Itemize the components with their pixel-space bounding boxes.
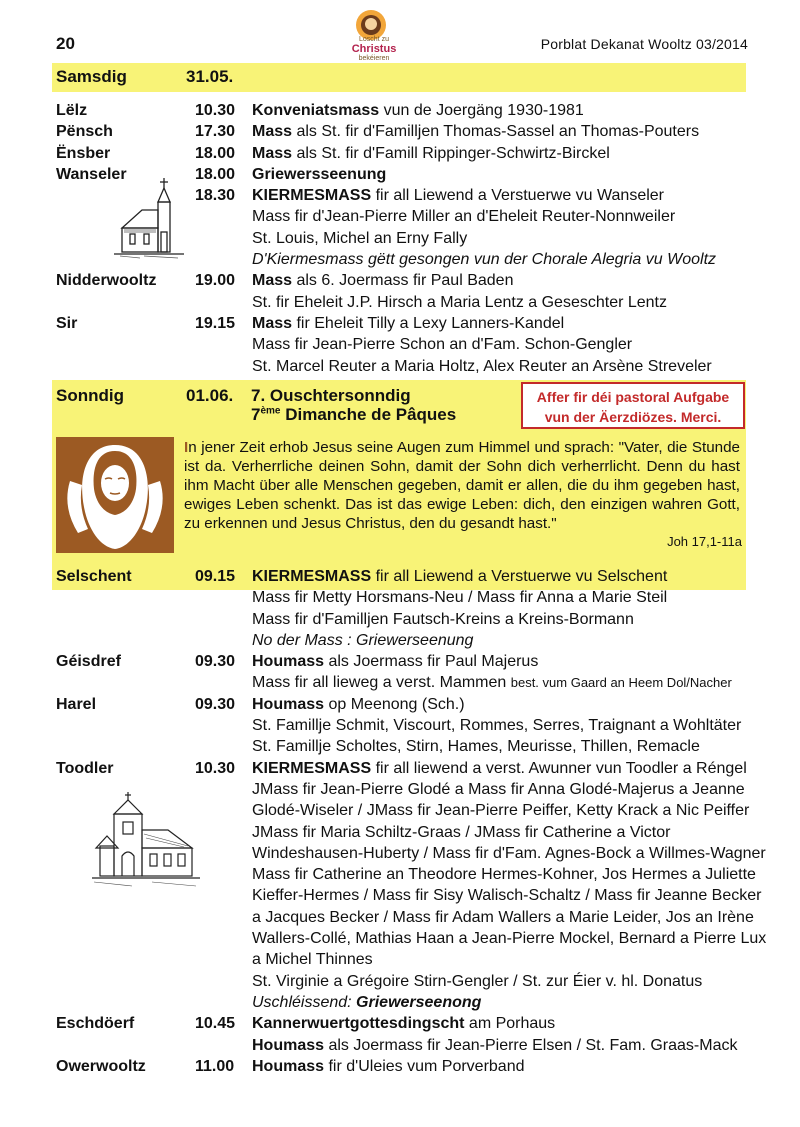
service-remark: D'Kiermesmass gëtt gesongen vun der Chorale Alegria vu Wooltz	[252, 251, 717, 269]
church-drawing-icon	[114, 176, 184, 260]
service-description	[252, 100, 584, 121]
service-type: Houmass	[252, 653, 325, 671]
saturday-schedule-row	[56, 270, 746, 291]
service-description	[252, 843, 766, 864]
service-details: fir d'Uleies vum Porverband	[324, 1057, 525, 1075]
location-name: Wanseler	[56, 165, 127, 183]
saturday-schedule-row	[56, 313, 746, 334]
service-description	[252, 143, 610, 164]
sunday-schedule-row	[56, 651, 746, 672]
service-type: KIERMESMASS	[252, 187, 372, 205]
service-time: 18.00	[195, 165, 236, 183]
service-details: Mass fir Metty Horsmans-Neu / Mass fir Anna a Marie Steil	[252, 589, 668, 607]
service-description	[252, 672, 732, 693]
location-name: Géisdref	[56, 653, 121, 671]
sunday-schedule-row	[56, 1013, 746, 1034]
donation-notice: Affer fir déi pastoral Aufgabe vun der Äerzdiözes. Merci.	[521, 382, 745, 429]
service-details: St. Virginie a Grégoire Stirn-Gengler / St. zur Éier v. hl. Donatus	[252, 972, 703, 990]
service-details: fir Eheleit Tilly a Lexy Lanners-Kandel	[292, 314, 565, 332]
service-details: als St. fir d'Familljen Thomas-Sassel an Thomas-Pouters	[292, 123, 700, 141]
service-note: best. vum Gaard an Heem Dol/Nacher	[510, 675, 732, 691]
location-name: Harel	[56, 695, 97, 713]
service-description	[252, 736, 700, 757]
service-time: 18.30	[195, 187, 236, 205]
gospel-reference: Joh 17,1-11a	[667, 534, 742, 549]
service-description	[252, 121, 699, 142]
logo-line1: Loscht zu	[359, 36, 389, 43]
service-description	[252, 1056, 525, 1077]
location-name: Toodler	[56, 759, 114, 777]
sunday-schedule-row	[56, 907, 754, 928]
sunday-date: 01.06.	[186, 386, 234, 405]
service-type: Houmass	[252, 1057, 325, 1075]
service-description	[252, 822, 670, 843]
service-description	[252, 566, 667, 587]
sunday-title-2-rest: Dimanche de Pâques	[280, 405, 457, 424]
gospel-drop-letter: I	[184, 439, 189, 456]
service-details: St. Marcel Reuter a Maria Holtz, Alex Reuter an Arsène Streveler	[252, 357, 712, 375]
service-details: St. Familljе Schmit, Viscourt, Rommes, Serres, Traignant a Wohltäter	[252, 717, 742, 735]
service-remark: No der Mass : Griewerseenung	[252, 631, 474, 649]
service-details: Mass fir d'Familljen Fautsch-Kreins a Kreins-Bormann	[252, 610, 634, 628]
service-details: Wallers-Collé, Mathias Haan a Jean-Pierre Mockel, Bernard a Pierre Lux	[252, 930, 767, 948]
logo-line3: bekéieren	[358, 55, 390, 62]
service-details: Mass fir all lieweg a verst. Mammen	[252, 674, 511, 692]
service-details: Mass fir Catherine an Theodore Hermes-Kohner, Jos Hermes a Juliette	[252, 866, 756, 884]
saturday-schedule-row	[56, 143, 746, 164]
sunday-schedule-row	[56, 609, 746, 630]
service-description	[252, 800, 749, 821]
location-name: Ënsber	[56, 144, 111, 162]
sunday-title-2-num: 7	[251, 405, 261, 424]
service-description	[252, 249, 716, 270]
service-description	[252, 864, 756, 885]
page-number: 20	[56, 34, 75, 53]
service-description	[252, 630, 473, 651]
service-details: St. Louis, Michel an Erny Fally	[252, 229, 468, 247]
service-time: 09.30	[195, 695, 236, 713]
logo-text	[344, 36, 404, 63]
service-details: als 6. Joermass fir Paul Baden	[292, 272, 514, 290]
service-details: fir all Liewend a Verstuerwe vu Wanseler	[371, 187, 664, 205]
service-description	[252, 164, 386, 185]
service-description	[252, 228, 467, 249]
sunday-schedule-row	[56, 949, 746, 970]
service-description	[252, 587, 667, 608]
service-type: Mass	[252, 314, 293, 332]
service-remark-emphasis: Griewerseenong	[356, 993, 482, 1011]
sunday-schedule-row	[56, 928, 767, 949]
service-description	[252, 206, 675, 227]
service-description	[252, 949, 373, 970]
location-name: Eschdöerf	[56, 1015, 135, 1033]
sunday-title-2-sup: ème	[260, 405, 281, 417]
service-description	[252, 292, 667, 313]
service-description	[252, 1035, 737, 1056]
service-details: vun de Joergäng 1930-1981	[379, 102, 584, 119]
saturday-schedule-row	[56, 356, 746, 377]
service-type: Mass	[252, 144, 293, 162]
service-details: fir all Liewend a Verstuerwe vu Selschent	[371, 568, 668, 585]
service-description	[252, 313, 564, 334]
jesus-praying-illustration-icon	[56, 437, 174, 553]
service-time: 19.00	[195, 272, 236, 290]
service-details: als Joermass fir Paul Majerus	[324, 653, 539, 671]
service-time: 10.30	[195, 759, 236, 777]
location-name: Lëlz	[56, 102, 88, 119]
service-details: Glodé-Wiseler / JMass fir Jean-Pierre Peiffer, Ketty Krack a Nic Peiffer	[252, 802, 750, 820]
service-details: fir all liewend a verst. Awunner vun Toodler a Réngel	[371, 759, 747, 777]
saturday-day: Samsdig	[56, 67, 127, 86]
service-details: St. Familljе Scholtes, Stirn, Hames, Meurisse, Thillen, Remacle	[252, 738, 700, 756]
service-details: Windeshausen-Huberty / Mass fir d'Fam. Agnes-Bock a Willmes-Wagner	[252, 844, 766, 862]
service-time: 17.30	[195, 123, 236, 141]
sunday-schedule-row	[56, 992, 746, 1013]
sunday-schedule-row	[56, 1035, 746, 1056]
saturday-schedule-row	[56, 121, 746, 142]
gospel-body: n jener Zeit erhob Jesus seine Augen zum Himmel und sprach: "Vater, die Stunde ist da. Verherrliche deinen Sohn, damit der Sohn dich verherrlicht. Denn du hast ihm Macht über alle Menschen gegeben, damit er allen, die du ihm gegeben hast, ewiges Leben schenkt. Das ist das ewige Leben: dich, den einzigen wahren Gott, zu erkennen und Jesus Christus, den du gesandt hast."	[184, 439, 740, 532]
sunday-schedule-row	[56, 715, 746, 736]
sunday-title-2	[251, 405, 456, 425]
sunday-schedule-row	[56, 587, 746, 608]
service-time: 10.45	[195, 1015, 236, 1033]
sunday-schedule-row	[56, 694, 746, 715]
toodler-church-drawing-icon	[92, 790, 200, 890]
service-time: 09.15	[195, 568, 236, 585]
sunday-schedule-row	[56, 971, 746, 992]
sunday-schedule-row	[56, 630, 746, 651]
location-name: Sir	[56, 314, 78, 332]
service-description	[252, 356, 712, 377]
service-type: Griewersseenung	[252, 165, 387, 183]
saturday-header-band	[52, 63, 746, 92]
sunday-schedule-row	[56, 672, 746, 693]
sunday-day: Sonndig	[56, 386, 124, 405]
sunday-schedule-row	[56, 736, 746, 757]
service-description	[252, 185, 664, 206]
service-type: Houmass	[252, 1036, 325, 1054]
saturday-schedule-row	[56, 100, 746, 121]
service-details: Mass fir Jean-Pierre Schon an d'Fam. Schon-Gengler	[252, 336, 633, 354]
service-type: Mass	[252, 272, 293, 290]
service-description	[252, 779, 745, 800]
service-description	[252, 1013, 555, 1034]
saturday-schedule-row	[56, 334, 746, 355]
location-name: Owerwooltz	[56, 1057, 146, 1075]
service-description	[252, 992, 481, 1013]
service-description	[252, 907, 754, 928]
sunday-schedule-row	[56, 1056, 746, 1077]
service-type: KIERMESMASS	[252, 568, 372, 585]
service-details: Mass fir d'Jean-Pierre Miller an d'Eheleit Reuter-Nonnweiler	[252, 208, 676, 226]
saturday-schedule-row	[56, 292, 746, 313]
service-description	[252, 971, 702, 992]
service-type: Kannerwuertgottesdingscht	[252, 1015, 465, 1033]
gospel-text	[184, 438, 740, 533]
service-time: 19.15	[195, 314, 236, 332]
service-type: Konveniatsmass	[252, 102, 380, 119]
service-time: 11.00	[195, 1057, 235, 1075]
service-description	[252, 270, 513, 291]
service-time: 18.00	[195, 144, 236, 162]
service-details: am Porhaus	[464, 1015, 556, 1033]
service-details: op Meenong (Sch.)	[324, 695, 465, 713]
service-details: a Jacques Becker / Mass fir Adam Wallers a Marie Leider, Jos an Irène	[252, 908, 754, 926]
location-name: Pënsch	[56, 123, 113, 141]
saturday-date: 31.05.	[186, 67, 234, 86]
service-type: Houmass	[252, 695, 325, 713]
service-remark: Uschléissend:	[252, 993, 357, 1011]
sunday-schedule-row	[56, 758, 746, 779]
service-details: JMass fir Jean-Pierre Glodé a Mass fir Anna Glodé-Majerus a Jeanne	[252, 780, 745, 798]
logo-line2: Christus	[351, 43, 397, 55]
service-details: als Joermass fir Jean-Pierre Elsen / St. Fam. Graas-Mack	[324, 1036, 738, 1054]
service-time: 09.30	[195, 653, 236, 671]
publication-title: Porblat Dekanat Wooltz 03/2014	[540, 36, 748, 52]
service-time: 10.30	[195, 102, 236, 119]
service-description	[252, 609, 634, 630]
service-details: JMass fir Maria Schiltz-Graas / JMass fir Catherine a Victor	[252, 823, 671, 841]
service-description	[252, 694, 465, 715]
service-details: als St. fir d'Famill Rippinger-Schwirtz-Birckel	[292, 144, 610, 162]
service-description	[252, 715, 741, 736]
service-description	[252, 758, 747, 779]
service-description	[252, 885, 761, 906]
sunday-title-1: 7. Ouschtersonndig	[251, 386, 411, 405]
location-name: Nidderwooltz	[56, 272, 157, 290]
service-description	[252, 334, 632, 355]
service-type: Mass	[252, 123, 293, 141]
service-type: KIERMESMASS	[252, 759, 372, 777]
service-details: Kieffer-Hermes / Mass fir Sisy Walisch-Schaltz / Mass fir Jeanne Becker	[252, 887, 762, 905]
service-description	[252, 651, 538, 672]
sunday-schedule-row	[56, 566, 746, 587]
service-details: St. fir Eheleit J.P. Hirsch a Maria Lentz a Geseschter Lentz	[252, 293, 667, 311]
location-name: Selschent	[56, 568, 132, 585]
service-description	[252, 928, 766, 949]
service-details: a Michel Thinnes	[252, 951, 373, 969]
